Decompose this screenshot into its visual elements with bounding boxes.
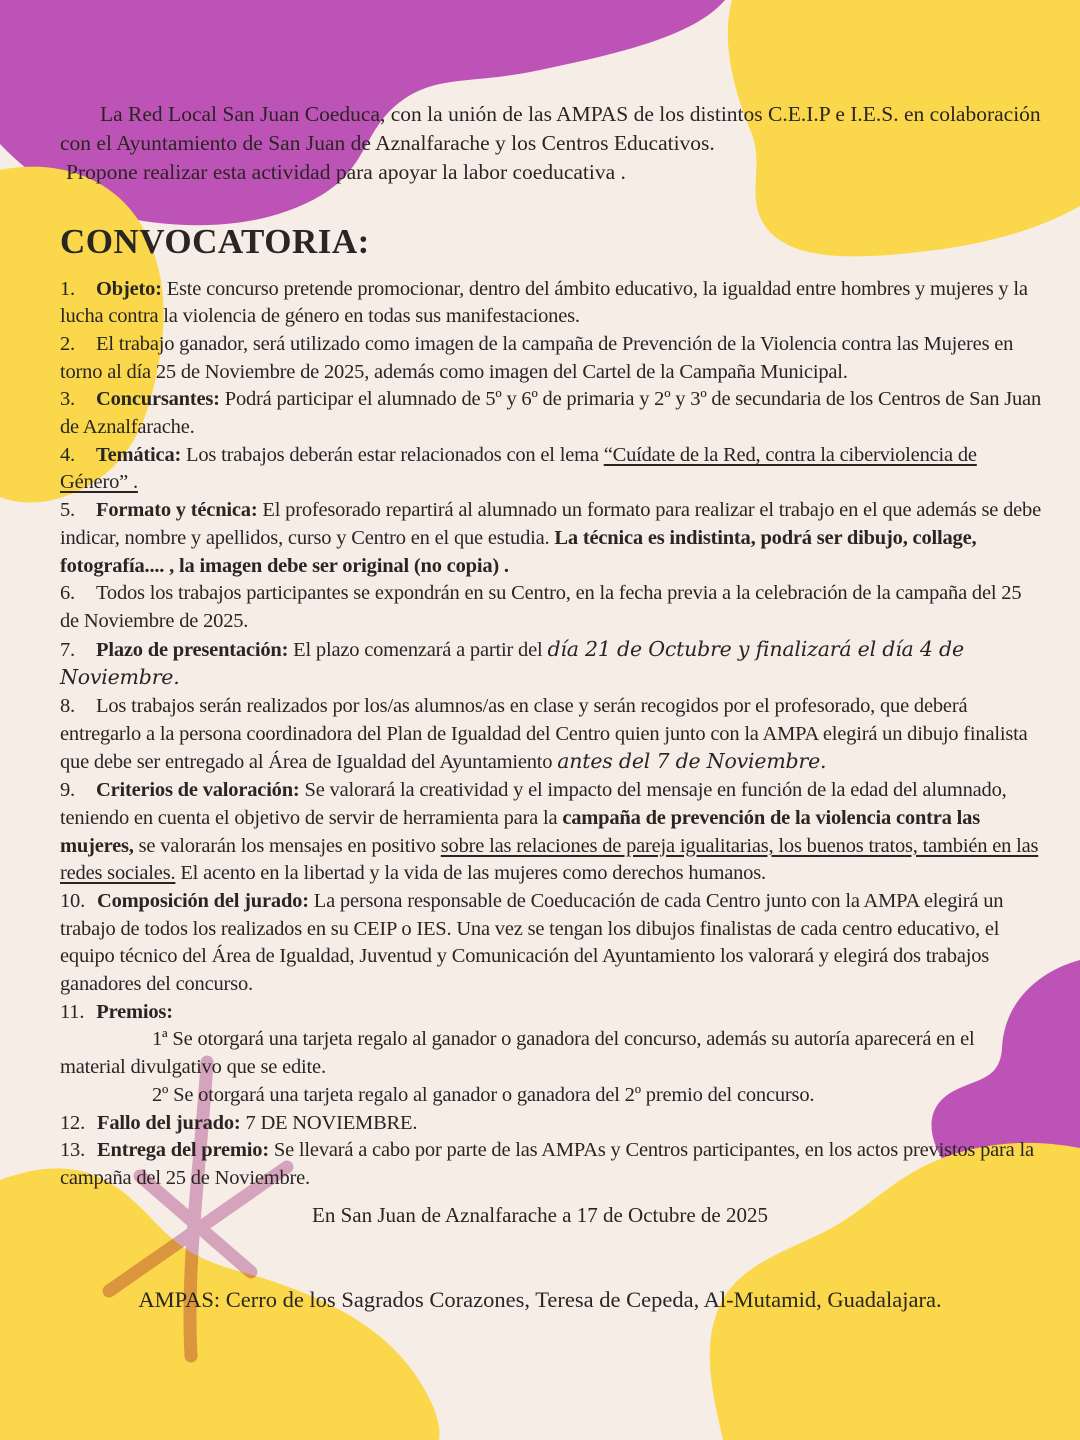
list-item-text: Criterios de valoración: (96, 779, 300, 802)
list-item-text: El plazo comenzará a partir del (288, 638, 548, 661)
list-item-number: 8. (60, 695, 75, 718)
list-item-number: 10. (60, 889, 86, 912)
list-item (60, 497, 1042, 580)
list-item-text: Los trabajos serán realizados por los/as alumnos/as en clase y serán recogidos por el profesorado, que deberá entregarlo a la persona coordinadora del Plan de Igualdad del Centro quien junto con la AMPA elegirá un dibujo finalista que debe ser entregado al Área de Igualdad del Ayuntamiento (60, 695, 1028, 774)
list-item-text: Formato y técnica: (96, 499, 258, 522)
list-item-text: Concursantes: (96, 388, 220, 411)
footer-ampas-list: AMPAS: Cerro de los Sagrados Corazones, Teresa de Cepeda, Al-Mutamid, Guadalajara. (138, 1287, 942, 1312)
list-item-text: La técnica es indistinta, podrá ser dibujo, collage, fotografía.... , la imagen debe ser original (no copia) . (60, 526, 977, 577)
list-item (60, 331, 1042, 386)
list-item-text: Temática: (96, 443, 182, 466)
list-item-number: 9. (60, 779, 75, 802)
list-item-number: 7. (60, 638, 75, 661)
list-item-text: Se llevará a cabo por parte de las AMPAs y Centros participantes, en los actos previstos para la campaña del 25 de Noviembre. (60, 1139, 1034, 1189)
list-item-text: 7 DE NOVIEMBRE. (240, 1111, 418, 1134)
list-item-text: Premios: (96, 1000, 173, 1023)
intro-line-2: Propone realizar esta actividad para apoyar la labor coeducativa . (66, 160, 626, 184)
list-item-text: se valorarán los mensajes en positivo (133, 834, 441, 857)
list-item-text: Objeto: (96, 277, 162, 300)
list-item-text: Se valorará la creatividad y el impacto del mensaje en función de la edad del alumnado, teniendo en cuenta el objetivo de servir de herramienta para la (60, 779, 1007, 829)
list-item (60, 999, 1042, 1027)
list-item-text: Entrega del premio: (97, 1139, 269, 1162)
list-item-text: sobre las relaciones de pareja igualitarias, los buenos tratos, también en las redes sociales. (60, 834, 1039, 885)
list-item-text: 1ª Se otorgará una tarjeta regalo al ganador o ganadora del concurso, además su autoría aparecerá en el material divulgativo que se edite. (60, 1028, 975, 1079)
list-item (60, 1137, 1042, 1192)
list-item (60, 777, 1042, 888)
intro-paragraph (60, 100, 1042, 187)
list-item (60, 386, 1042, 441)
list-item (60, 276, 1042, 331)
document-content (60, 0, 1042, 1193)
list-item-text: Plazo de presentación: (96, 638, 289, 661)
list-item (60, 580, 1042, 635)
list-item (60, 693, 1042, 777)
list-item-text: Podrá participar el alumnado de 5º y 6º de primaria y 2º y 3º de secundaria de los Centros de San Juan de Aznalfarache. (60, 388, 1041, 439)
list-item-number: 2. (60, 332, 75, 355)
list-item (60, 636, 1042, 693)
list-item (60, 888, 1042, 999)
list-subitem (60, 1026, 1042, 1081)
list-item-text: Fallo del jurado: (97, 1111, 241, 1134)
page-title: CONVOCATORIA: (60, 222, 370, 261)
convocatoria-list (60, 276, 1042, 1193)
list-item-number: 13. (60, 1139, 86, 1162)
list-item (60, 1110, 1042, 1138)
list-item-text: día 21 de Octubre y finalizará el día 4 de Noviembre. (60, 636, 964, 690)
list-item-text: campaña de prevención de la violencia contra las mujeres, (60, 806, 980, 857)
list-item-number: 1. (60, 277, 75, 300)
list-item-number: 5. (60, 499, 75, 522)
list-item-text: Composición del jurado: (97, 889, 309, 912)
list-item-number: 4. (60, 443, 75, 466)
list-item-text: “Cuídate de la Red, contra la ciberviolencia de Género” . (60, 443, 977, 494)
list-subitem (60, 1082, 1042, 1110)
list-item-text: Todos los trabajos participantes se expondrán en su Centro, en la fecha previa a la celebración de la campaña del 25 de Noviembre de 2025. (60, 582, 1022, 632)
list-item-text: 2º Se otorgará una tarjeta regalo al ganador o ganadora del 2º premio del concurso. (152, 1083, 815, 1106)
list-item (60, 442, 1042, 497)
list-item-number: 12. (60, 1111, 86, 1134)
intro-line-1: La Red Local San Juan Coeduca, con la unión de las AMPAS de los distintos C.E.I.P e I.E.S. en colaboración con el Ayuntamiento de San Juan de Aznalfarache y los Centros Educativos. (60, 102, 1041, 155)
list-item-text: Este concurso pretende promocionar, dentro del ámbito educativo, la igualdad entre hombres y mujeres y la lucha contra la violencia de género en todas sus manifestaciones. (60, 277, 1028, 328)
list-item-text: El profesorado repartirá al alumnado un formato para realizar el trabajo en el que además se debe indicar, nombre y apellidos, curso y Centro en el que estudia. (60, 499, 1041, 549)
list-item-text: El acento en la libertad y la vida de las mujeres como derechos humanos. (175, 862, 766, 885)
footer-place-date: En San Juan de Aznalfarache a 17 de Octubre de 2025 (312, 1203, 768, 1227)
list-item-text: Los trabajos deberán estar relacionados con el lema (181, 443, 604, 466)
list-item-number: 3. (60, 388, 75, 411)
list-item-number: 11. (60, 1000, 85, 1023)
list-item-number: 6. (60, 582, 75, 605)
list-item-text: La persona responsable de Coeducación de cada Centro junto con la AMPA elegirá un trabajo de todos los realizados en su CEIP o IES. Una vez se tengan los dibujos finalistas de cada centro educativo, el equipo técnico del Área de Igualdad, Juventud y Comunicación del Ayuntamiento los valorará y elegirá dos trabajos ganadores del concurso. (60, 889, 1004, 996)
list-item-text: El trabajo ganador, será utilizado como imagen de la campaña de Prevención de la Violencia contra las Mujeres en torno al día 25 de Noviembre de 2025, además como imagen del Cartel de la Campaña Municipal. (60, 332, 1014, 383)
list-item-text: antes del 7 de Noviembre. (557, 749, 827, 774)
